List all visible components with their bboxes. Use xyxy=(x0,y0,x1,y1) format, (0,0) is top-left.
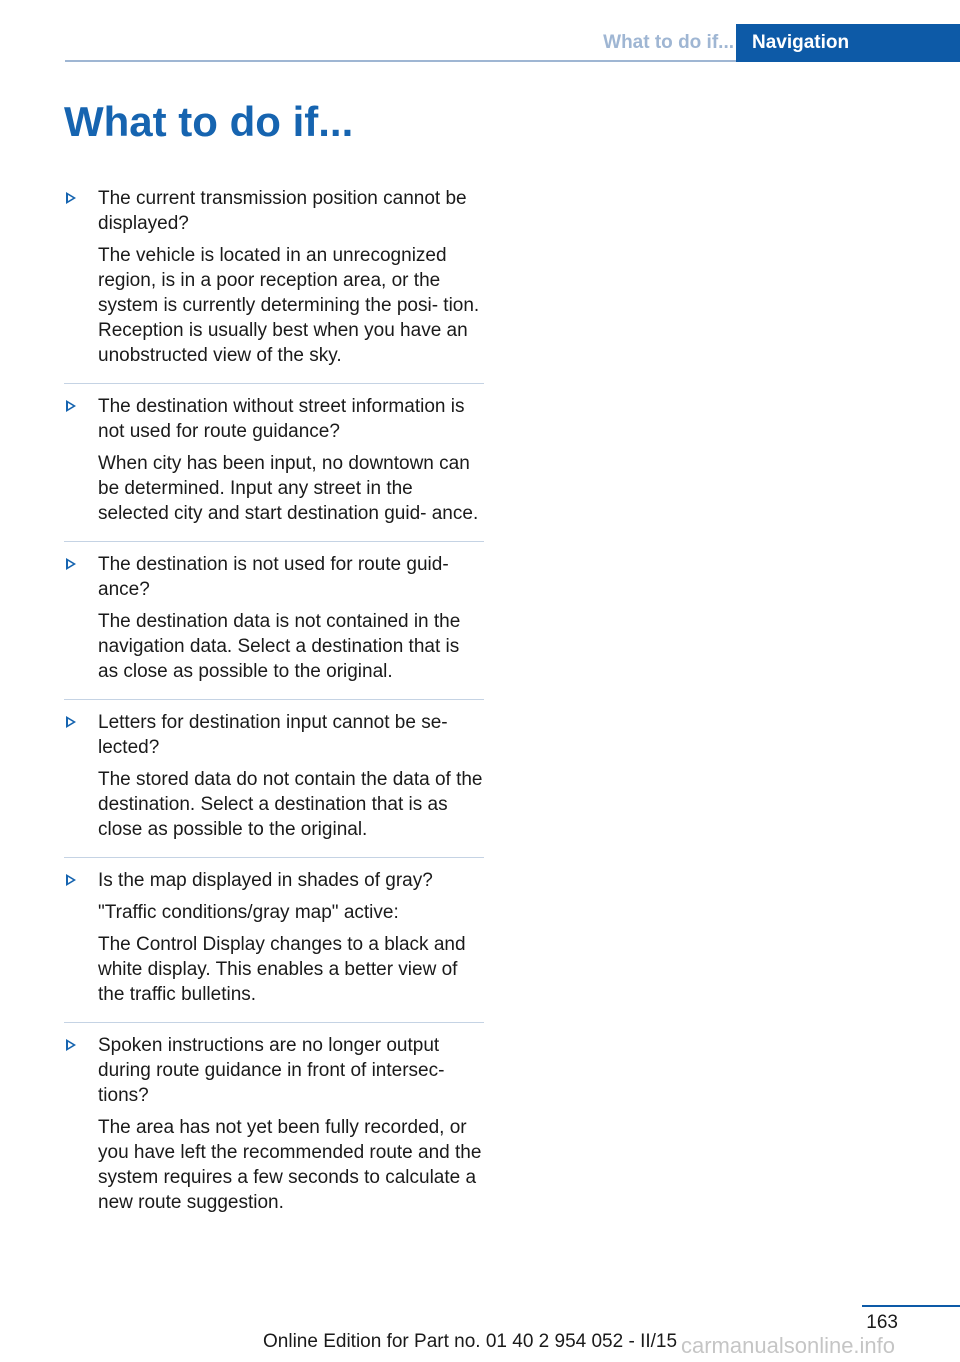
answer-text: When city has been input, no downtown can be determined. Input any street in the selected city and start destination guid‐ ance. xyxy=(98,453,479,524)
page-title: What to do if... xyxy=(64,98,354,145)
triangle-bullet-icon xyxy=(66,874,76,886)
answer-text: The stored data do not contain the data of the destination. Select a destination that is as close as possible to the original. xyxy=(98,769,483,840)
triangle-bullet-icon xyxy=(66,192,76,204)
question-text: The destination is not used for route guid‐ ance? xyxy=(98,554,449,600)
faq-list xyxy=(64,186,484,1240)
answer-text: The Control Display changes to a black and white display. This enables a better view of the traffic bulletins. xyxy=(98,934,466,1005)
footer-edition: Online Edition for Part no. 01 40 2 954 052 - II/15 xyxy=(263,1331,678,1352)
question-text: The current transmission position cannot be displayed? xyxy=(98,188,467,234)
question-text: Letters for destination input cannot be se‐ lected? xyxy=(98,712,448,758)
status-text: "Traffic conditions/gray map" active: xyxy=(98,902,399,923)
list-item xyxy=(64,552,484,700)
triangle-bullet-icon xyxy=(66,716,76,728)
header-section-title: What to do if... xyxy=(603,32,734,53)
question-text: The destination without street information is not used for route guidance? xyxy=(98,396,465,442)
header-chapter-tab: Navigation xyxy=(736,24,960,62)
list-item xyxy=(64,186,484,384)
list-item xyxy=(64,1033,484,1230)
list-item xyxy=(64,394,484,542)
list-item xyxy=(64,868,484,1023)
answer-text: The destination data is not contained in the navigation data. Select a destination that is as close as possible to the original. xyxy=(98,611,461,682)
question-text: Is the map displayed in shades of gray? xyxy=(98,870,433,891)
list-item xyxy=(64,710,484,858)
triangle-bullet-icon xyxy=(66,558,76,570)
triangle-bullet-icon xyxy=(66,1039,76,1051)
answer-text: The area has not yet been fully recorded, or you have left the recommended route and the system requires a few seconds to calculate a new route suggestion. xyxy=(98,1117,482,1213)
page-number: 163 xyxy=(866,1312,898,1333)
page-number-rule xyxy=(862,1305,960,1307)
watermark: carmanualsonline.info xyxy=(681,1333,896,1358)
answer-text: The vehicle is located in an unrecognized region, is in a poor reception area, or the system is currently determining the posi‐ tion. Reception is usually best when you have an unobstructed view of the sky. xyxy=(98,245,480,366)
triangle-bullet-icon xyxy=(66,400,76,412)
question-text: Spoken instructions are no longer output during route guidance in front of intersec‐ tions? xyxy=(98,1035,445,1106)
